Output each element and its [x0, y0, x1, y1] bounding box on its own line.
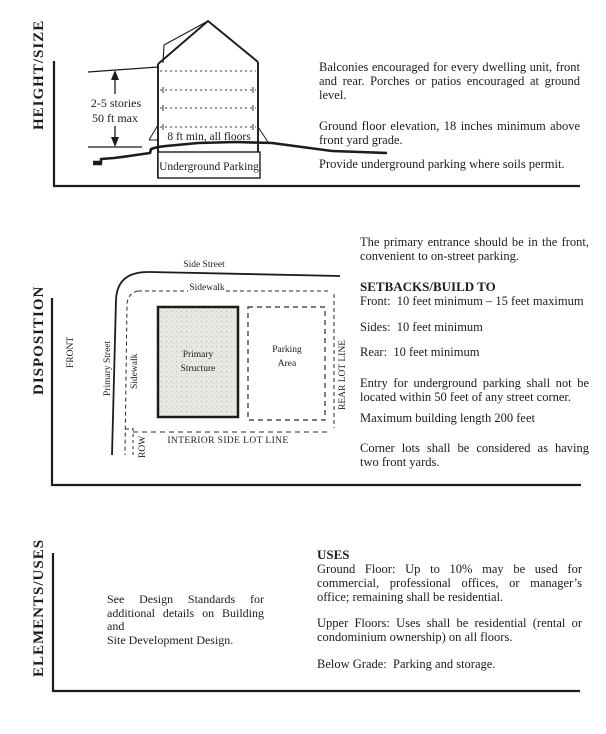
balconies-paragraph: [319, 60, 580, 102]
text-line: level.: [319, 88, 347, 102]
text-line: Front: 10 feet minimum – 15 feet maximum: [360, 294, 584, 308]
primary-structure-label-1: Primary: [182, 350, 214, 360]
side-street-label: Side Street: [183, 260, 225, 270]
floor-tick-marks: [163, 87, 253, 130]
height-dimension: [88, 67, 158, 147]
primary-entrance-paragraph: [360, 235, 589, 263]
text-line: Below Grade: Parking and storage.: [317, 657, 496, 671]
height-max-label: 50 ft max: [92, 111, 138, 125]
text-line: office; remaining shall be residential.: [317, 590, 504, 604]
rear-lot-line-label: REAR LOT LINE: [338, 339, 348, 410]
entry-paragraph: [360, 376, 589, 404]
section-label-disposition: DISPOSITION: [31, 285, 47, 395]
sidewalk-top-label: Sidewalk: [189, 283, 225, 293]
text-line: additional details on Building and: [107, 605, 264, 633]
primary-street-label: Primary Street: [103, 340, 113, 396]
rear-setback: [360, 345, 589, 359]
sides-setback: [360, 320, 589, 334]
row-label: ROW: [138, 435, 148, 458]
text-line: Balconies encouraged for every dwelling unit, front: [319, 60, 580, 74]
stories-label: 2-5 stories: [90, 96, 142, 110]
below-grade-paragraph: [317, 657, 582, 671]
text-line: Ground Floor: Up to 10% may be used for: [317, 562, 582, 576]
text-line: Ground floor elevation, 18 inches minimum above: [319, 119, 580, 133]
text-line: located within 50 feet of any street corner.: [360, 390, 572, 404]
text-line: condominium ownership) on all floors.: [317, 630, 513, 644]
design-standards-note: [107, 593, 264, 647]
setbacks-heading: SETBACKS/BUILD TO: [360, 279, 496, 294]
text-line: Maximum building length 200 feet: [360, 411, 535, 425]
text-line: Entry for underground parking shall not be: [360, 376, 589, 390]
text-line: and rear. Porches or patios encouraged at ground: [319, 74, 580, 88]
floor-min-label: 8 ft min, all floors: [167, 131, 251, 143]
sidewalk-left-label: Sidewalk: [130, 353, 140, 389]
upper-floors-paragraph: [317, 616, 582, 644]
text-line: front yard grade.: [319, 133, 403, 147]
text-line: two front yards.: [360, 455, 440, 469]
ground-floor-paragraph: [317, 562, 582, 604]
floor-lines: [160, 71, 256, 127]
arrow-down-icon: [111, 137, 119, 147]
text-line: The primary entrance should be in the front,: [360, 235, 589, 249]
front-label: FRONT: [66, 336, 76, 368]
text-line: Sides: 10 feet minimum: [360, 320, 483, 334]
front-setback: [360, 294, 589, 308]
section-label-elements-uses: ELEMENTS/USES: [31, 538, 47, 677]
text-line: commercial, professional offices, or manager’s: [317, 576, 582, 590]
roof-line: [158, 21, 258, 64]
interior-side-lot-line-label: INTERIOR SIDE LOT LINE: [167, 436, 289, 446]
parking-area-label-2: Area: [277, 359, 297, 369]
building-cross-section: [149, 21, 268, 178]
underground-parking-paragraph: [319, 157, 580, 171]
text-line: Corner lots shall be considered as having: [360, 441, 589, 455]
primary-structure-box: [158, 307, 238, 417]
max-length-paragraph: [360, 411, 589, 425]
uses-heading: USES: [317, 547, 350, 562]
parking-area-label-1: Parking: [272, 345, 302, 355]
corner-lots-paragraph: [360, 441, 589, 469]
section-label-height-size: HEIGHT/SIZE: [31, 19, 47, 130]
text-line: See Design Standards for: [107, 592, 264, 606]
text-line: Provide underground parking where soils permit.: [319, 157, 565, 171]
text-line: convenient to on-street parking.: [360, 249, 519, 263]
text-line: Rear: 10 feet minimum: [360, 345, 480, 359]
text-line: Site Development Design.: [107, 632, 234, 647]
arrow-up-icon: [111, 70, 119, 80]
elevation-paragraph: [319, 119, 580, 147]
row-line: [126, 428, 133, 456]
underground-parking-label: Underground Parking: [159, 161, 259, 173]
text-line: Upper Floors: Uses shall be residential (rental or: [317, 616, 582, 630]
primary-structure-label-2: Structure: [180, 364, 216, 374]
